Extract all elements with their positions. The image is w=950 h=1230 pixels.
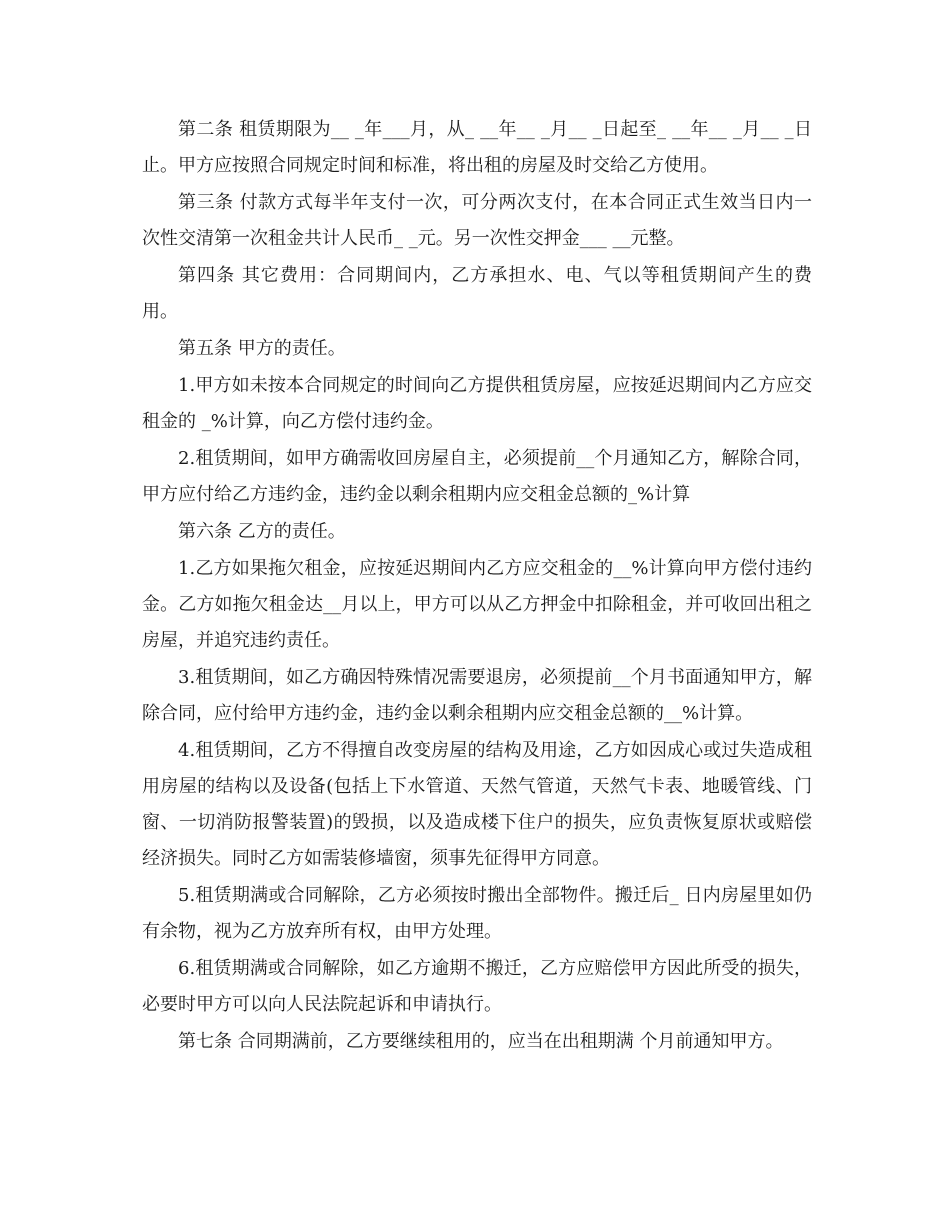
paragraph-article-6-item-5: 5.租赁期满或合同解除，乙方必须按时搬出全部物件。搬迁后_ 日内房屋里如仍有余物，视为乙方放弃所有权，由甲方处理。	[142, 885, 812, 942]
paragraph-article-6-heading: 第六条 乙方的责任。	[178, 521, 346, 542]
paragraph-article-6-item-1: 1.乙方如果拖欠租金，应按延迟期间内乙方应交租金的__%计算向甲方偿付违约金。乙方如拖欠租金达__月以上，甲方可以从乙方押金中扣除租金，并可收回出租之房屋，并追究违约责任。	[142, 558, 812, 651]
paragraph-article-3-payment: 第三条 付款方式每半年支付一次，可分两次支付，在本合同正式生效当日内一次性交清第一次租金共计人民币_ _元。另一次性交押金___ __元整。	[142, 192, 812, 249]
paragraph-article-6-item-3: 3.租赁期间，如乙方确因特殊情况需要退房，必须提前__个月书面通知甲方，解除合同，应付给甲方违约金，违约金以剩余租期内应交租金总额的__%计算。	[142, 667, 812, 724]
paragraph-article-4-other-fees: 第四条 其它费用：合同期间内，乙方承担水、电、气以等租赁期间产生的费用。	[142, 265, 812, 322]
paragraph-article-2-lease-term: 第二条 租赁期限为__ _年___月，从_ __年__ _月__ _日起至_ __年__ _月__ _日止。甲方应按照合同规定时间和标准，将出租的房屋及时交给乙方使用。	[142, 119, 812, 176]
paragraph-article-5-item-2: 2.租赁期间，如甲方确需收回房屋自主，必须提前__个月通知乙方，解除合同，甲方应付给乙方违约金，违约金以剩余租期内应交租金总额的_%计算	[142, 448, 812, 505]
document-body	[142, 112, 812, 1061]
paragraph-article-6-item-4: 4.租赁期间，乙方不得擅自改变房屋的结构及用途，乙方如因成心或过失造成租用房屋的结构以及设备(包括上下水管道、天然气管道，天然气卡表、地暖管线、门窗、一切消防报警装置)的毁损，以及造成楼下住户的损失，应负责恢复原状或赔偿经济损失。同时乙方如需装修墙窗，须事先征得甲方同意。	[142, 740, 812, 869]
paragraph-article-5-heading: 第五条 甲方的责任。	[178, 338, 346, 359]
paragraph-article-6-item-6: 6.租赁期满或合同解除，如乙方逾期不搬迁，乙方应赔偿甲方因此所受的损失，必要时甲方可以向人民法院起诉和申请执行。	[142, 958, 812, 1015]
paragraph-article-5-item-1: 1.甲方如未按本合同规定的时间向乙方提供租赁房屋，应按延迟期间内乙方应交租金的 _%计算，向乙方偿付违约金。	[142, 375, 812, 432]
paragraph-article-7-renewal: 第七条 合同期满前，乙方要继续租用的，应当在出租期满 个月前通知甲方。	[178, 1031, 784, 1052]
